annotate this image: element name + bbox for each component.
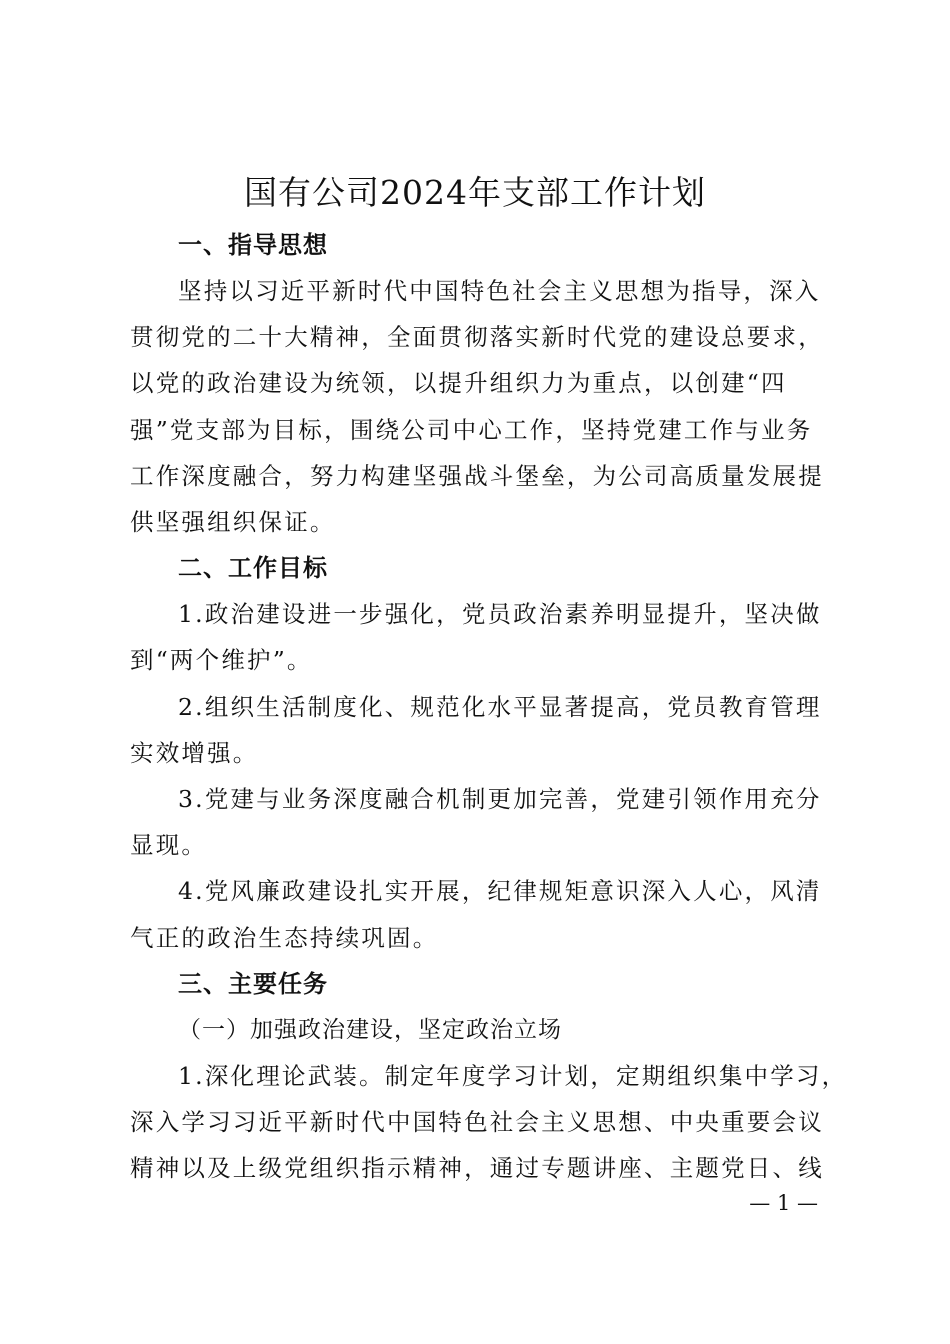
section-heading-work-goals: 二、工作目标 xyxy=(178,554,328,583)
paragraph-line: 1.深化理论武装。制定年度学习计划，定期组织集中学习， xyxy=(178,1061,848,1090)
paragraph-line: 实效增强。 xyxy=(130,738,259,767)
paragraph-goal-3 xyxy=(130,776,820,868)
paragraph-line: 精神以及上级党组织指示精神，通过专题讲座、主题党日、线 xyxy=(130,1154,824,1183)
paragraph-line: 4.党风廉政建设扎实开展，纪律规矩意识深入人心，风清 xyxy=(178,877,822,906)
paragraph-line: 坚持以习近平新时代中国特色社会主义思想为指导，深入 xyxy=(178,277,821,305)
document-title: 国有公司2024年支部工作计划 xyxy=(244,173,706,212)
paragraph-line: 显现。 xyxy=(130,831,208,860)
paragraph-line: 强”党支部为目标，围绕公司中心工作，坚持党建工作与业务 xyxy=(130,415,813,444)
paragraph-line: 到“两个维护”。 xyxy=(130,646,313,675)
paragraph-guiding-ideology xyxy=(130,268,824,545)
paragraph-line: 贯彻党的二十大精神，全面贯彻落实新时代党的建设总要求， xyxy=(130,323,824,352)
paragraph-line: 1.政治建设进一步强化，党员政治素养明显提升，坚决做 xyxy=(178,600,822,629)
paragraph-line: 深入学习习近平新时代中国特色社会主义思想、中央重要会议 xyxy=(130,1108,824,1137)
paragraph-line: 工作深度融合，努力构建坚强战斗堡垒，为公司高质量发展提 xyxy=(130,461,824,490)
paragraph-goal-1 xyxy=(130,591,820,683)
page-number: — 1 — xyxy=(749,1191,818,1215)
section-heading-guiding-ideology: 一、指导思想 xyxy=(178,231,328,259)
paragraph-line: 气正的政治生态持续巩固。 xyxy=(130,923,439,952)
subsection-heading-political-building: （一）加强政治建设，坚定政治立场 xyxy=(178,1016,562,1043)
paragraph-goal-4 xyxy=(130,868,820,960)
section-heading-main-tasks: 三、主要任务 xyxy=(178,969,328,998)
paragraph-task-1 xyxy=(130,1053,848,1192)
paragraph-goal-2 xyxy=(130,684,820,776)
paragraph-line: 以党的政治建设为统领，以提升组织力为重点，以创建“四 xyxy=(130,369,787,398)
paragraph-line: 3.党建与业务深度融合机制更加完善，党建引领作用充分 xyxy=(178,785,822,814)
paragraph-line: 2.组织生活制度化、规范化水平显著提高，党员教育管理 xyxy=(178,692,822,721)
paragraph-line: 供坚强组织保证。 xyxy=(130,508,336,537)
document-body xyxy=(130,222,848,1191)
